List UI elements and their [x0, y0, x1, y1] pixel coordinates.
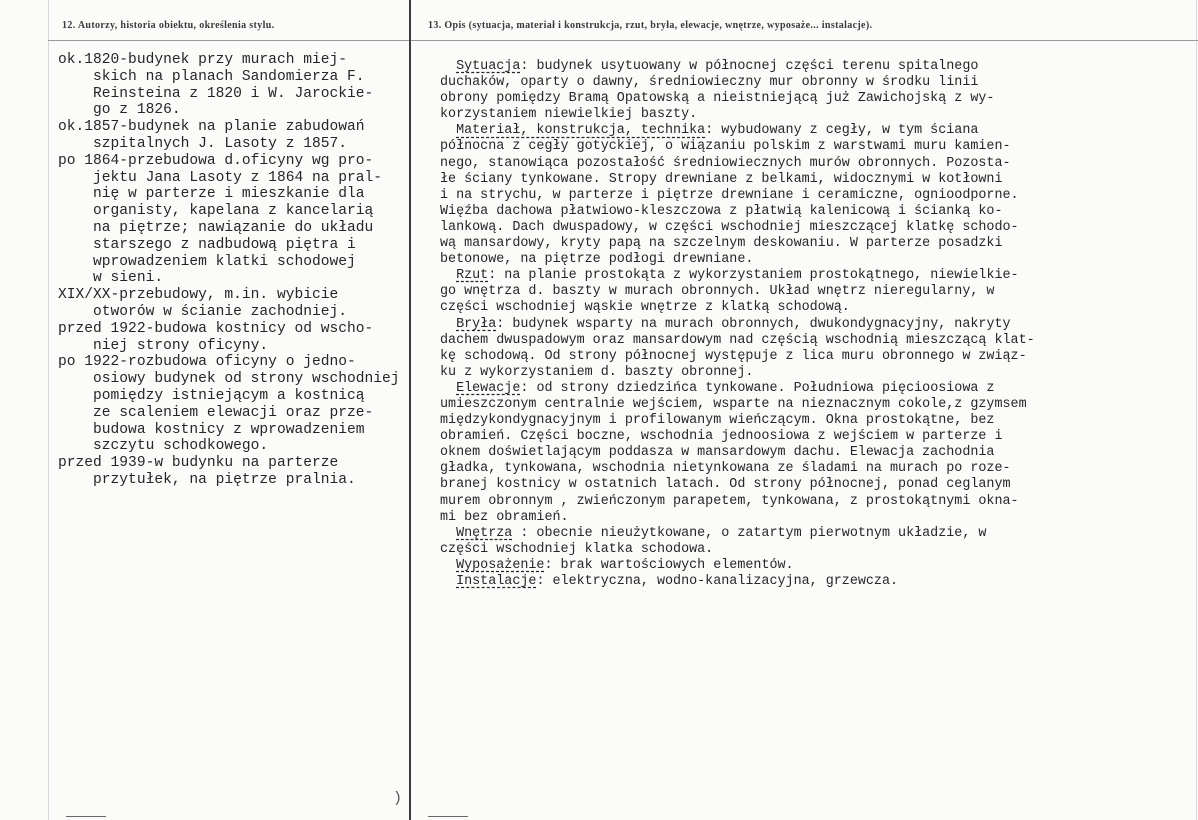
section-label: Instalacje [456, 574, 537, 589]
description-first-line [440, 123, 1180, 139]
history-line: szczytu schodkowego. [58, 438, 269, 455]
section-text: : wybudowany z cegły, w tym ściana [705, 123, 979, 139]
description-section [440, 558, 1180, 574]
section-text: : na planie prostokąta z wykorzystaniem prostokątnego, niewielkie- [488, 268, 1019, 284]
history-entry [58, 354, 438, 455]
description-first-line [440, 526, 1180, 542]
description-section [440, 268, 1180, 316]
page-edge-left [48, 0, 49, 820]
footer-rule-left [66, 816, 106, 817]
history-line: skich na planach Sandomierza F. [58, 68, 365, 85]
description-line: branej kostnicy w ostatnich latach. Od strony północnej, ponad ceglanym [440, 477, 1011, 493]
history-line: nię w parterze i mieszkanie dla [58, 186, 365, 203]
section-text: : obecnie nieużytkowane, o zatartym pierwotnym układzie, w [512, 525, 987, 541]
section-label: Wyposażenie [456, 557, 545, 573]
description-line: korzystaniem niewielkiej baszty. [440, 107, 698, 123]
description-first-line [440, 574, 1180, 590]
description-line: północna z cegły gotyckiej, o wiązaniu polskim z warstwami muru kamien- [440, 139, 1011, 155]
right-column-header: 13. Opis (sytuacja, materiał i konstrukcja, rzut, bryła, elewacje, wnętrze, wyposaże... instalacje). [428, 20, 873, 31]
history-entry [58, 153, 438, 287]
history-line: w sieni. [58, 270, 164, 287]
description-line: go wnętrza d. baszty w murach obronnych. Układ wnętrz nieregularny, w [440, 284, 995, 300]
margin-mark: ) [393, 790, 403, 807]
description-line: betonowe, na piętrze podłogi drewniane. [440, 252, 754, 268]
history-line: ok.1857-budynek na planie zabudowań [58, 119, 365, 136]
description-line: nego, stanowiąca pozostałość średniowiecznych murów obronnych. Pozosta- [440, 155, 1011, 171]
description-section [440, 381, 1180, 526]
page-edge-right [1196, 0, 1197, 820]
history-line: przytułek, na piętrze pralnia. [58, 471, 356, 488]
description-line: mi bez obramień. [440, 509, 569, 525]
section-label: Materiał, konstrukcja, technika [456, 123, 706, 139]
description-section [440, 317, 1180, 381]
description-first-line [440, 268, 1180, 284]
description-line: duchaków, oparty o dawny, średniowieczny mur obronny w środku linii [440, 75, 979, 91]
history-line: pomiędzy istniejącym a kostnicą [58, 387, 365, 404]
history-line: przed 1939-w budynku na parterze [58, 455, 339, 472]
description-section [440, 526, 1180, 558]
history-line: na piętrze; nawiązanie do układu [58, 219, 374, 236]
description-line: części wschodniej klatka schodowa. [440, 541, 714, 557]
description-section [440, 59, 1180, 123]
history-entry [58, 119, 438, 153]
description-line: i na strychu, w parterze i piętrze drewniane i ceramiczne, ognioodporne. [440, 187, 1019, 203]
description-first-line [440, 317, 1180, 333]
section-text: : budynek usytuowany w północnej części terenu spitalnego [520, 59, 979, 74]
history-line: go z 1826. [58, 102, 181, 119]
history-line: po 1864-przebudowa d.oficyny wg pro- [58, 152, 374, 169]
history-line: XIX/XX-przebudowy, m.in. wybicie [58, 287, 339, 304]
history-line: wprowadzeniem klatki schodowej [58, 253, 356, 270]
section-label: Wnętrza [456, 525, 513, 541]
section-label: Sytuacja [456, 59, 521, 74]
description-line: łe ściany tynkowane. Stropy drewniane z belkami, widocznymi w kotłowni [440, 171, 1003, 187]
history-entry [58, 287, 438, 321]
history-line: Reinsteina z 1820 i W. Jarockie- [58, 85, 374, 102]
history-line: ze scaleniem elewacji oraz prze- [58, 404, 374, 421]
footer-rule-right [428, 816, 468, 817]
history-line: po 1922-rozbudowa oficyny o jedno- [58, 354, 356, 371]
history-line: ok.1820-budynek przy murach miej- [58, 52, 348, 68]
description-line: gładka, tynkowana, wschodnia nietynkowana ze śladami na murach po roze- [440, 461, 1011, 477]
description-line: murem obronnym , zwieńczonym parapetem, tynkowana, z prostokątnymi okna- [440, 493, 1019, 509]
section-text: : budynek wsparty na murach obronnych, dwukondygnacyjny, nakryty [496, 316, 1011, 332]
history-line: organisty, kapelana z kancelarią [58, 203, 374, 220]
history-entry [58, 321, 438, 355]
description-first-line [440, 381, 1180, 397]
description-section [440, 123, 1180, 268]
header-rule-left [48, 40, 409, 41]
section-label: Elewacje [456, 380, 521, 396]
description-line: Więźba dachowa płatwiowo-kleszczowa z płatwią kalenicową i ścianką ko- [440, 203, 1003, 219]
description-line: dachem dwuspadowym oraz mansardowym nad częścią wschodnią mieszczącą klat- [440, 332, 1035, 348]
description-line: wą mansardowy, kryty papą na szczelnym deskowaniu. W parterze posadzki [440, 236, 1003, 252]
history-entry [58, 455, 438, 489]
section-text: : elektryczna, wodno-kanalizacyjna, grzewcza. [536, 574, 899, 589]
left-column-header: 12. Autorzy, historia obiektu, określenia stylu. [62, 20, 275, 31]
description-line: obramień. Części boczne, wschodnia jednoosiowa z wejściem w parterze i [440, 429, 1003, 445]
history-line: budowa kostnicy z wprowadzeniem [58, 421, 365, 438]
description-column [440, 59, 1180, 590]
description-first-line [440, 59, 1180, 75]
history-line: przed 1922-budowa kostnicy od wscho- [58, 320, 374, 337]
history-column [58, 52, 438, 489]
description-section [440, 574, 1180, 590]
description-line: umieszczonym centralnie wejściem, wsparte na nieznacznym cokole,z gzymsem [440, 396, 1027, 412]
description-line: obrony pomiędzy Bramą Opatowską a nieistniejącą już Zawichojską z wy- [440, 91, 995, 107]
section-text: : od strony dziedzińca tynkowane. Południowa pięcioosiowa z [520, 380, 995, 396]
description-line: kę schodową. Od strony północnej występuje z lica muru obronnego w związ- [440, 348, 1027, 364]
history-line: osiowy budynek od strony wschodniej [58, 371, 400, 388]
history-line: niej strony oficyny. [58, 337, 269, 354]
description-line: międzykondygnacyjnym i profilowanym wieńczącym. Okna prostokątne, bez [440, 413, 995, 429]
history-line: jektu Jana Lasoty z 1864 na pral- [58, 169, 383, 186]
section-text: : brak wartościowych elementów. [544, 557, 794, 573]
history-entry [58, 52, 438, 119]
section-label: Rzut [456, 268, 489, 284]
history-line: otworów w ścianie zachodniej. [58, 303, 348, 320]
description-first-line [440, 558, 1180, 574]
description-line: oknem doświetlającym poddasza w mansardowym dachu. Elewacja zachodnia [440, 445, 995, 461]
description-line: ku z wykorzystaniem d. baszty obronnej. [440, 364, 754, 380]
description-line: lankową. Dach dwuspadowy, w części wschodniej mieszczącej klatkę schodo- [440, 219, 1019, 235]
description-line: części wschodniej wąskie wnętrze z klatką schodową. [440, 300, 850, 316]
header-rule-right [411, 40, 1198, 41]
section-label: Bryła [456, 316, 497, 332]
history-line: starszego z nadbudową piętra i [58, 236, 356, 253]
history-line: szpitalnych J. Lasoty z 1857. [58, 135, 348, 152]
